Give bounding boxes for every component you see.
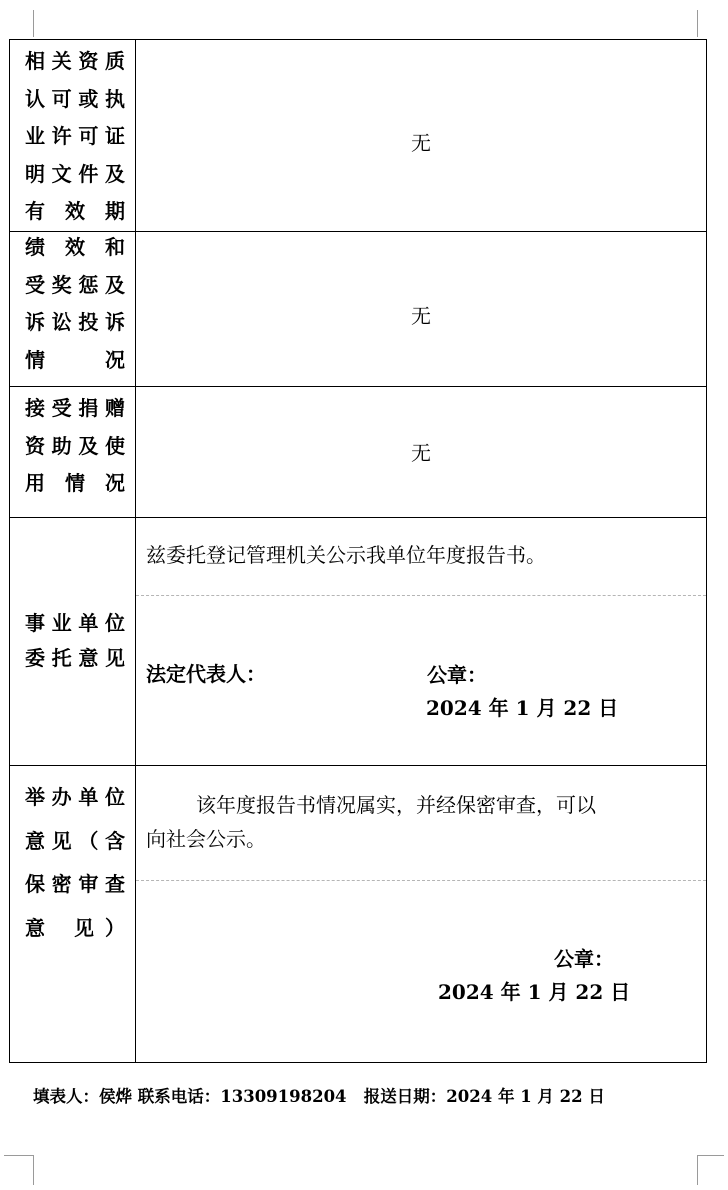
crop-mark-top-right	[697, 10, 698, 37]
seal-label: 公章：	[554, 947, 614, 971]
entrust-date: 2024 年 1 月 22 日	[426, 696, 619, 720]
sponsor-date: 2024 年 1 月 22 日	[438, 980, 631, 1004]
crop-mark-bottom-right-h	[698, 1155, 724, 1156]
row-label: 事业单位 委托意见	[25, 611, 125, 670]
label-cell	[10, 766, 136, 1063]
crop-mark-bottom-left-h	[4, 1155, 33, 1156]
value-text: 无	[411, 441, 431, 465]
crop-mark-bottom-right-v	[697, 1155, 698, 1185]
value-cell	[136, 40, 706, 231]
phone-label: 联系电话：	[137, 1087, 221, 1106]
row-label: 相关资质 认可或执 业许可证 明文件及 有 效 期	[25, 49, 125, 223]
label-cell	[10, 387, 136, 518]
label-cell	[10, 232, 136, 387]
value-cell	[136, 232, 706, 387]
crop-mark-bottom-left-v	[33, 1155, 34, 1185]
row-label: 绩 效 和 受奖惩及 诉讼投诉 情 况	[25, 235, 125, 372]
dashed-divider	[136, 880, 706, 881]
phone-number: 13309198204	[220, 1087, 347, 1106]
value-text: 无	[411, 304, 431, 328]
footer	[33, 1083, 605, 1107]
label-cell	[10, 518, 136, 766]
row-qualification	[10, 40, 706, 231]
report-date-label: 报送日期：	[363, 1087, 447, 1106]
row-performance	[10, 231, 706, 387]
row-sponsor	[10, 765, 706, 1063]
value-cell	[136, 518, 706, 766]
row-label: 举办单位 意见（含 保密审查 意 见）	[25, 785, 125, 940]
entrust-statement: 兹委托登记管理机关公示我单位年度报告书。	[146, 543, 546, 567]
crop-mark-top-left	[33, 10, 34, 37]
seal-label: 公章：	[427, 663, 487, 687]
report-table	[9, 39, 707, 1063]
dashed-divider	[136, 595, 706, 596]
report-date: 2024 年 1 月 22 日	[446, 1087, 605, 1106]
row-donation	[10, 386, 706, 518]
filler-name: 侯烨	[99, 1087, 132, 1106]
representative-label: 法定代表人：	[146, 662, 266, 686]
value-cell	[136, 387, 706, 518]
value-text: 无	[411, 131, 431, 155]
value-cell	[136, 766, 706, 1063]
sponsor-statement-line2: 向社会公示。	[146, 827, 266, 851]
row-entrust	[10, 517, 706, 766]
row-label: 接受捐赠 资助及使 用 情 况	[25, 396, 125, 495]
label-cell	[10, 40, 136, 231]
filler-label: 填表人：	[33, 1087, 99, 1106]
sponsor-statement-line1: 该年度报告书情况属实，并经保密审查，可以	[196, 793, 596, 817]
